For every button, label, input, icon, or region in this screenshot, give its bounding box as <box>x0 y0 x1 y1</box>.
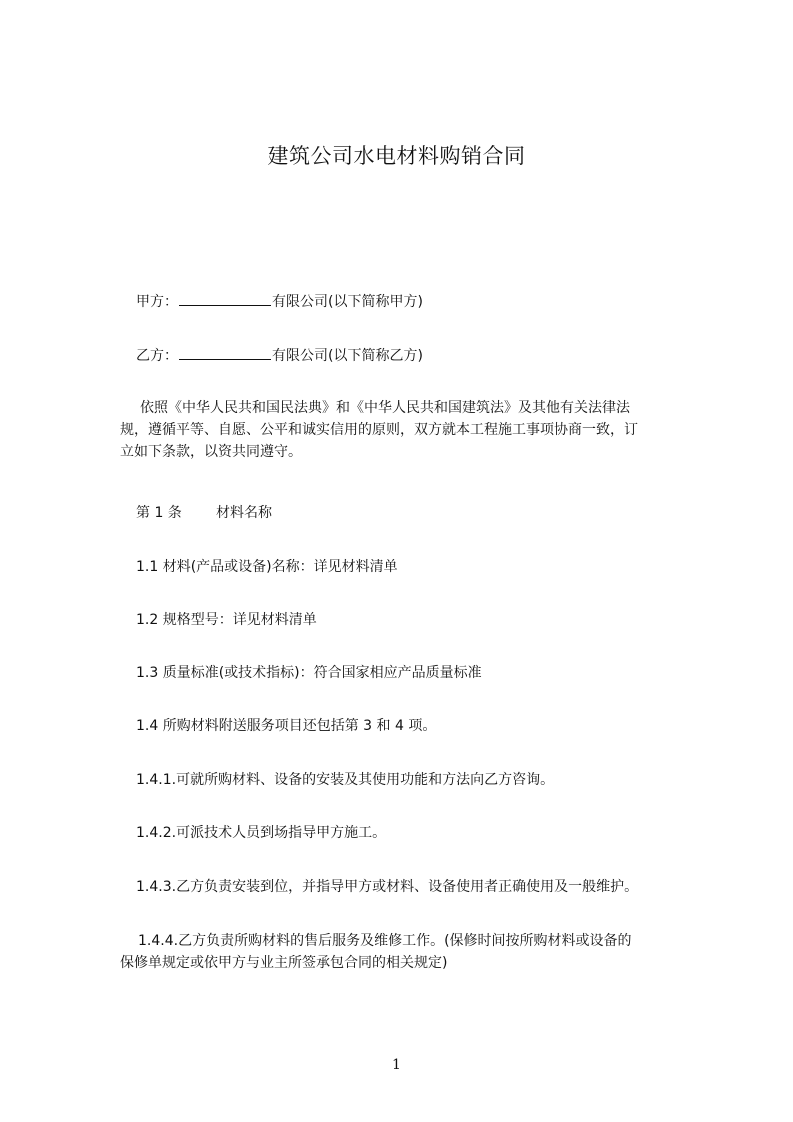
clause-1-4-4-line: 1.4.4.乙方负责所购材料的售后服务及维修工作。(保修时间按所购材料或设备的 <box>138 933 632 949</box>
clause-1-2: 1.2 规格型号：详见材料清单 <box>136 612 317 628</box>
preamble-line: 依照《中华人民共和国民法典》和《中华人民共和国建筑法》及其他有关法律法 <box>140 400 630 416</box>
party-b-blank <box>179 344 271 360</box>
preamble-line: 规，遵循平等、自愿、公平和诚实信用的原则，双方就本工程施工事项协商一致，订 <box>120 422 638 438</box>
party-b-line <box>136 344 423 366</box>
article-title: 材料名称 <box>216 505 272 521</box>
party-b-suffix: 有限公司(以下简称乙方) <box>272 348 423 364</box>
party-a-suffix: 有限公司(以下简称甲方) <box>272 294 423 310</box>
clause-1-1: 1.1 材料(产品或设备)名称：详见材料清单 <box>136 559 398 575</box>
clause-1-4-1: 1.4.1.可就所购材料、设备的安装及其使用功能和方法向乙方咨询。 <box>136 772 555 788</box>
clause-1-4: 1.4 所购材料附送服务项目还包括第 3 和 4 项。 <box>136 718 437 734</box>
preamble-line: 立如下条款，以资共同遵守。 <box>120 444 302 460</box>
clause-1-4-2: 1.4.2.可派技术人员到场指导甲方施工。 <box>136 825 387 841</box>
article-number: 第 1 条 <box>136 505 182 521</box>
clause-1-4-3: 1.4.3.乙方负责安装到位，并指导甲方或材料、设备使用者正确使用及一般维护。 <box>136 879 639 895</box>
clause-1-3: 1.3 质量标准(或技术指标)：符合国家相应产品质量标准 <box>136 665 482 681</box>
party-a-blank <box>179 290 271 306</box>
clause-1-4-4 <box>120 930 685 974</box>
page-number: 1 <box>392 1057 401 1073</box>
preamble-paragraph <box>120 397 685 463</box>
contract-title: 建筑公司水电材料购销合同 <box>267 144 526 168</box>
article-1-heading <box>136 503 272 523</box>
clause-1-4-4-line: 保修单规定或依甲方与业主所签承包合同的相关规定) <box>120 955 448 971</box>
party-b-label: 乙方： <box>136 348 178 364</box>
party-a-label: 甲方： <box>136 294 178 310</box>
party-a-line <box>136 290 423 312</box>
